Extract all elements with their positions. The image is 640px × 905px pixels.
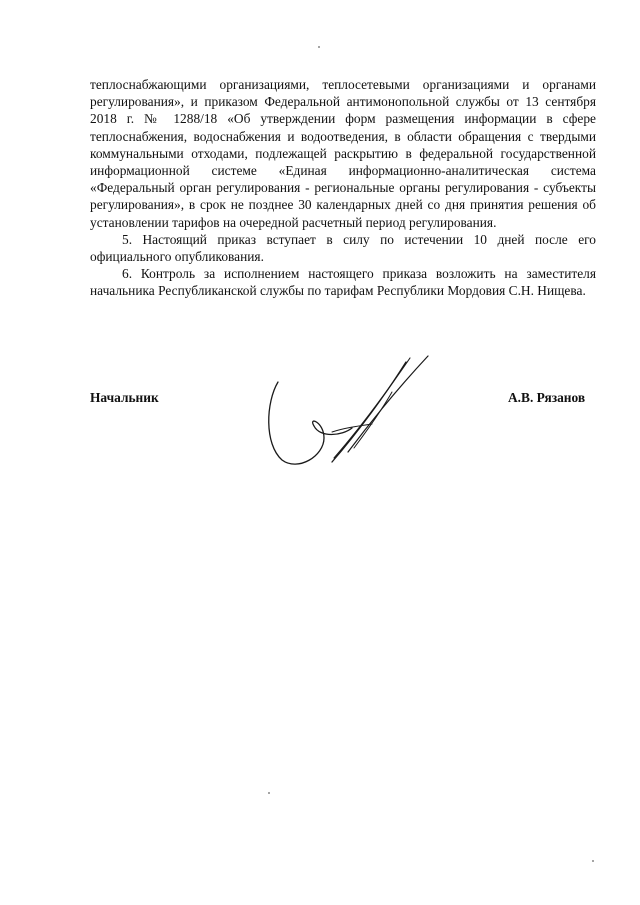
signatory-title: Начальник — [90, 390, 159, 405]
document-body — [90, 76, 596, 300]
paragraph-item-5: 5. Настоящий приказ вступает в силу по истечении 10 дней после его официального опубликования. — [90, 231, 596, 265]
scan-speck — [592, 860, 594, 862]
scan-speck — [318, 46, 320, 48]
scan-speck — [268, 792, 270, 794]
paragraph-continuation: теплоснабжающими организациями, теплосетевыми организациями и органами регулирования», и приказом Федеральной антимонопольной службы от 13 сентября 2018 г. № 1288/18 «Об утверждении форм размещения информации в сфере теплоснабжения, водоснабжения и водоотведения, в области обращения с твердыми коммунальными отходами, подлежащей раскрытию в федеральной государственной информационной системе «Единая информационно-аналитическая система «Федеральный орган регулирования - региональные органы регулирования - субъекты регулирования», в срок не позднее 30 календарных дней со дня принятия решения об установлении тарифов на очередной расчетный период регулирования. — [90, 77, 596, 230]
paragraph-item-6: 6. Контроль за исполнением настоящего приказа возложить на заместителя начальника Республиканской службы по тарифам Республики Мордовия С.Н. Нищева. — [90, 266, 596, 299]
signatory-name: А.В. Рязанов — [508, 390, 586, 405]
handwritten-signature — [262, 352, 442, 472]
